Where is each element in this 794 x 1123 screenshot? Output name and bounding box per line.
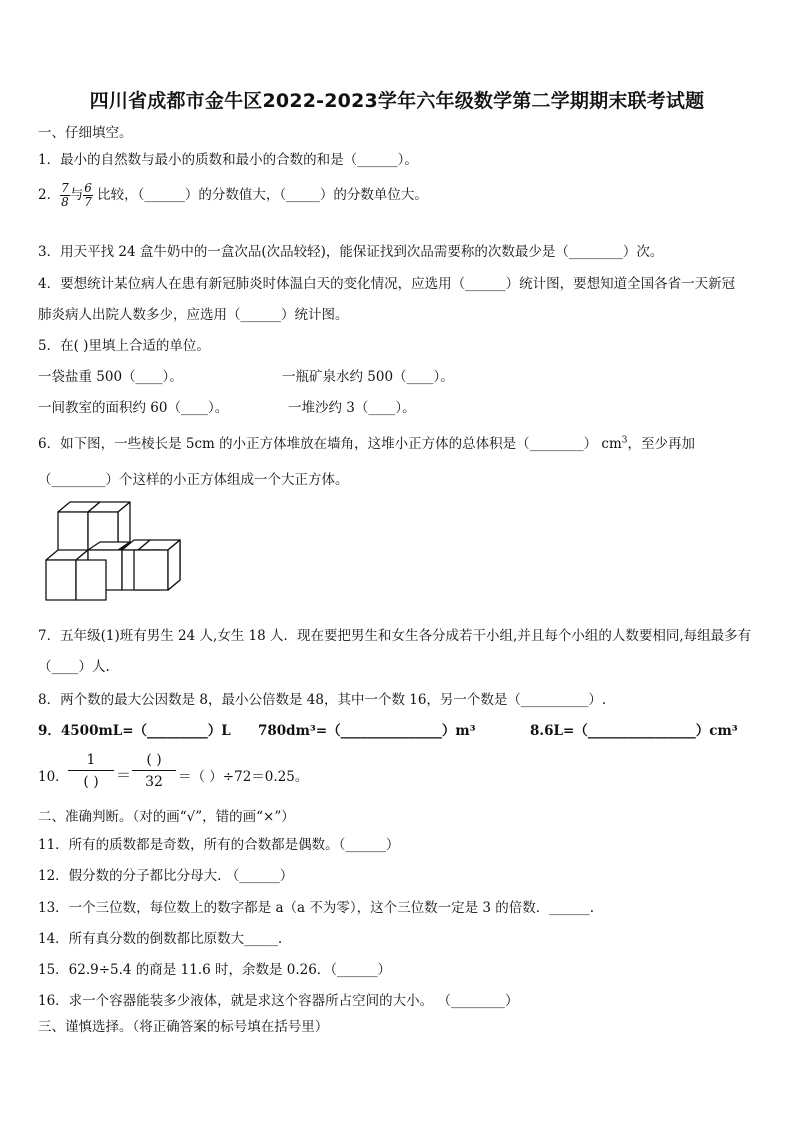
question-10-number: 10． bbox=[38, 769, 69, 785]
question-10-rest: ＝（ ）÷72＝0.25。 bbox=[178, 769, 309, 785]
question-10-fraction-2: ( ) 32 bbox=[132, 752, 176, 790]
question-5: 5．在( )里填上合适的单位。 bbox=[38, 338, 210, 354]
question-4-line-2: 肺炎病人出院人数多少，应选用（______）统计图。 bbox=[38, 307, 349, 323]
question-4-line-1: 4．要想统计某位病人在患有新冠肺炎时体温白天的变化情况，应选用（______）统计图，要想知道全国各省一天新冠 bbox=[38, 276, 736, 292]
question-5-a: 一袋盐重 500（____）。 bbox=[38, 369, 183, 385]
question-9-a: 9．4500mL=（_________）L bbox=[38, 723, 231, 739]
question-10-equals: ＝ bbox=[116, 766, 132, 784]
question-5-b: 一瓶矿泉水约 500（____）。 bbox=[282, 369, 454, 385]
question-9-b: 780dm³=（_______________）m³ bbox=[258, 723, 476, 739]
question-10-fraction-1: 1 ( ) bbox=[68, 752, 114, 790]
section-3-heading: 三、谨慎选择。（将正确答案的标号填在括号里） bbox=[38, 1019, 329, 1035]
question-11: 11．所有的质数都是奇数，所有的合数都是偶数。（______） bbox=[38, 837, 400, 853]
unit-cm3: $cm^3$ bbox=[601, 435, 628, 452]
question-2-number: 2． bbox=[38, 187, 61, 203]
cube-stack-figure bbox=[44, 498, 184, 610]
question-9-c: 8.6L=（________________）cm³ bbox=[530, 723, 738, 739]
question-5-c: 一间教室的面积约 60（____）。 bbox=[38, 400, 229, 416]
question-7-line-2: （____）人. bbox=[38, 659, 110, 675]
question-1: 1．最小的自然数与最小的质数和最小的合数的和是（______）。 bbox=[38, 152, 418, 168]
question-14: 14．所有真分数的倒数都比原数大_____. bbox=[38, 931, 283, 947]
question-2-text: 比较，（______）的分数值大，（_____）的分数单位大。 bbox=[92, 187, 428, 203]
question-16: 16．求一个容器能装多少液体，就是求这个容器所占空间的大小。 （________） bbox=[38, 993, 519, 1009]
question-8: 8．两个数的最大公因数是 8，最小公倍数是 48，其中一个数 16，另一个数是（__________）. bbox=[38, 692, 607, 708]
question-6-line-1: 6．如下图，一些棱长是 5cm 的小正方体堆放在墙角，这堆小正方体的总体积是（________） $cm^3$，至少再加 bbox=[38, 435, 696, 452]
section-2-heading: 二、准确判断。（对的画“√”，错的画“×”） bbox=[38, 809, 295, 825]
question-7-line-1: 7．五年级(1)班有男生 24 人,女生 18 人．现在要把男生和女生各分成若干小组,并且每个小组的人数要相同,每组最多有 bbox=[38, 628, 752, 644]
question-6-line-2: （________）个这样的小正方体组成一个大正方体。 bbox=[38, 472, 349, 488]
question-2: 2． $\frac{7}{8}$ 与 $\frac{6}{7}$ 比较，（______）的分数值大，（_____）的分数单位大。 bbox=[38, 181, 428, 209]
question-15: 15．62.9÷5.4 的商是 11.6 时，余数是 0.26．（______） bbox=[38, 962, 392, 978]
cube-bottom-front bbox=[76, 560, 106, 600]
question-13: 13．一个三位数，每位数上的数字都是 a（a 不为零），这个三位数一定是 3 的倍数．______. bbox=[38, 900, 595, 916]
question-12: 12．假分数的分子都比分母大. （______） bbox=[38, 868, 294, 884]
page-title: 四川省成都市金牛区2022-2023学年六年级数学第二学期期末联考试题 bbox=[89, 90, 705, 112]
question-3: 3．用天平找 24 盒牛奶中的一盒次品(次品较轻)，能保证找到次品需要称的次数最少是（________）次。 bbox=[38, 244, 664, 260]
question-5-d: 一堆沙约 3（____）。 bbox=[288, 400, 416, 416]
fraction-6-7: $\frac{6}{7}$ bbox=[84, 181, 92, 209]
section-1-heading: 一、仔细填空。 bbox=[38, 125, 133, 141]
fraction-7-8: $\frac{7}{8}$ bbox=[61, 181, 69, 209]
